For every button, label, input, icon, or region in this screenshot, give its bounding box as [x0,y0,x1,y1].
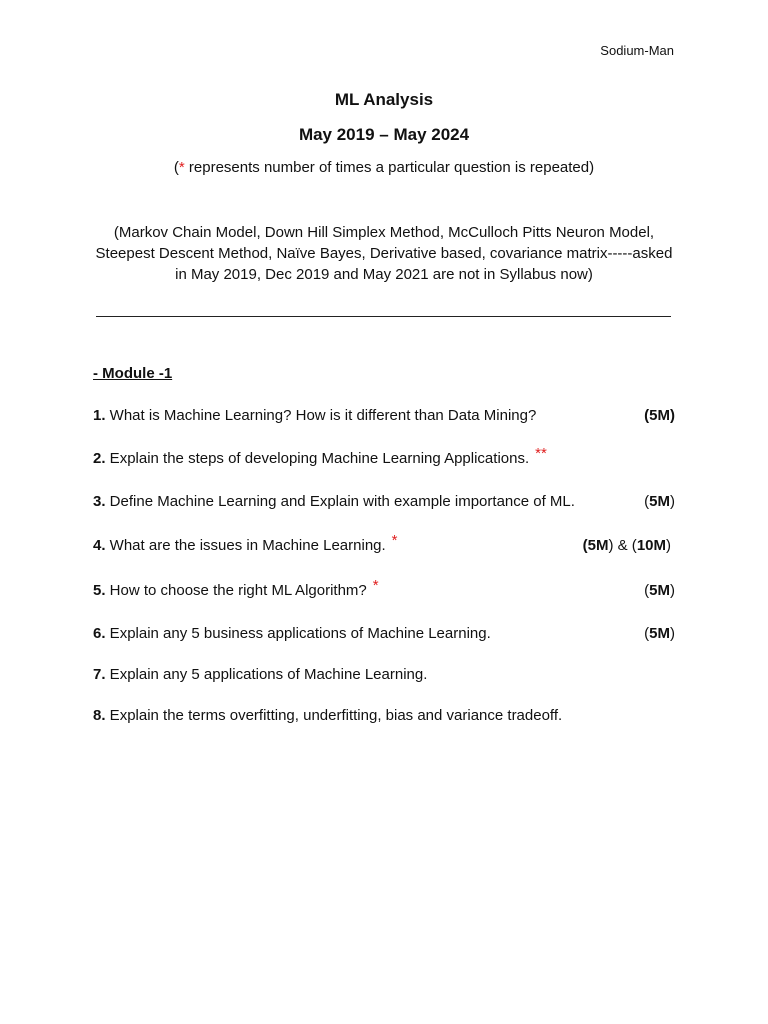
question-marks: (5M) [644,582,675,599]
question-item [93,623,675,645]
question-number: 7. [93,666,106,683]
question-number: 3. [93,493,106,510]
question-number: 8. [93,707,106,724]
repeat-star: ** [535,445,547,462]
question-text: Explain the terms overfitting, underfitting, bias and variance tradeoff. [105,707,563,724]
question-marks: (5M) [644,407,675,424]
question-text: What are the issues in Machine Learning. [105,537,386,554]
question-number: 5. [93,582,106,599]
question-item [93,405,675,427]
repeat-star: * [372,577,379,594]
question-item [93,445,675,470]
question-text: Explain any 5 business applications of Machine Learning. [105,625,491,642]
legend-text: represents number of times a particular question is repeated) [184,159,595,176]
repeat-star: * [391,532,398,549]
question-item [93,491,675,513]
question-number: 6. [93,625,106,642]
question-marks: (5M) [644,625,675,642]
question-item [93,577,675,602]
document-title: ML Analysis [334,90,434,109]
question-marks: (5M) [644,493,675,510]
divider [96,316,671,317]
question-number: 4. [93,537,106,554]
question-item [93,664,675,686]
question-item [93,532,675,557]
legend-star: * [178,159,185,176]
question-marks: (5M) & (10M) [582,537,671,554]
question-number: 2. [93,450,106,467]
question-text: How to choose the right ML Algorithm? [105,582,367,599]
author-name: Sodium-Man [600,43,674,58]
syllabus-note: (Markov Chain Model, Down Hill Simplex Method, McCulloch Pitts Neuron Model, Steepest Descent Method, Naïve Bayes, Derivative based, covariance matrix-----asked in May 2019, Dec 2019 and May 2021 are not in Syllabus now) [95,224,673,283]
question-item [93,705,675,727]
legend-open: ( [173,159,179,176]
question-text: What is Machine Learning? How is it different than Data Mining? [105,407,537,424]
question-text: Explain the steps of developing Machine Learning Applications. [105,450,530,467]
question-number: 1. [93,407,106,424]
question-text: Define Machine Learning and Explain with example importance of ML. [105,493,575,510]
document-subtitle: May 2019 – May 2024 [298,125,470,144]
module-heading: - Module -1 [93,365,173,382]
legend-line [0,159,768,176]
question-text: Explain any 5 applications of Machine Learning. [105,666,428,683]
